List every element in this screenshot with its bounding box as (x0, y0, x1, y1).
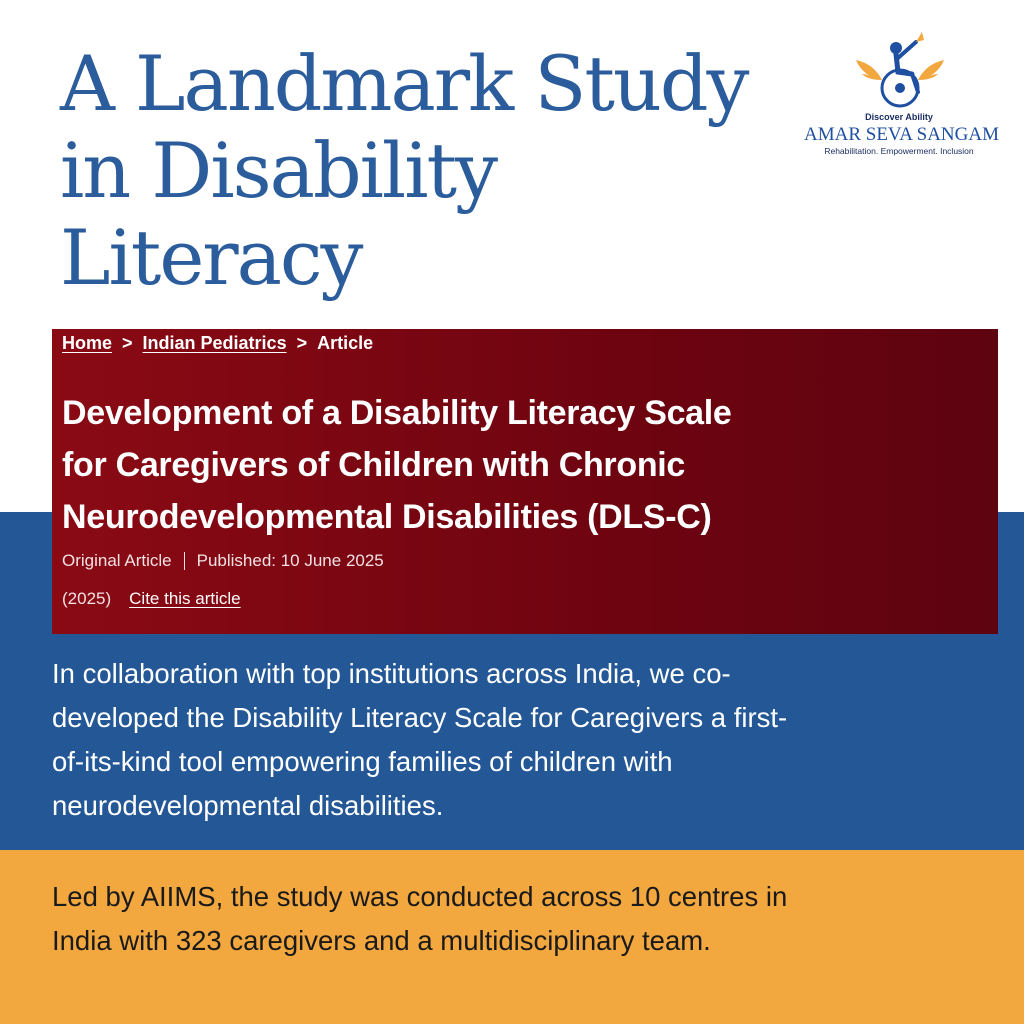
logo-name: AMAR SEVA SANGAM (804, 124, 999, 145)
breadcrumb-separator: > (296, 333, 308, 353)
article-title-line: Neurodevelopmental Disabilities (DLS-C) (62, 498, 712, 536)
published-date: Published: 10 June 2025 (196, 551, 384, 570)
study-paragraph (52, 875, 1002, 963)
cite-article-link[interactable]: Cite this article (129, 589, 241, 608)
headline-line: Literacy (60, 213, 362, 302)
article-year: (2025) (62, 589, 112, 608)
breadcrumb-journal-link[interactable]: Indian Pediatrics (142, 333, 287, 353)
article-type: Original Article (62, 551, 172, 570)
headline-line: A Landmark Study (60, 39, 748, 128)
paragraph-line: In collaboration with top institutions across India, we co- (52, 658, 731, 689)
breadcrumb (62, 333, 373, 354)
citation-row (62, 589, 241, 609)
article-title-line: Development of a Disability Literacy Scale (62, 394, 732, 432)
paragraph-line: Led by AIIMS, the study was conducted across 10 centres in (52, 881, 788, 912)
paragraph-line: developed the Disability Literacy Scale for Caregivers a first- (52, 702, 788, 733)
paragraph-line: of-its-kind tool empowering families of children with (52, 746, 673, 777)
wheelchair-athlete-icon (852, 30, 948, 114)
collaboration-paragraph (52, 652, 1002, 828)
article-title (62, 387, 982, 543)
article-meta (62, 551, 384, 571)
breadcrumb-current: Article (317, 333, 374, 353)
logo-subline: Rehabilitation. Empowerment. Inclusion (824, 146, 974, 156)
paragraph-line: India with 323 caregivers and a multidisciplinary team. (52, 925, 711, 956)
meta-divider (184, 552, 185, 570)
breadcrumb-home-link[interactable]: Home (62, 333, 113, 353)
article-title-line: for Caregivers of Children with Chronic (62, 446, 686, 484)
logo-tagline: Discover Ability (865, 112, 933, 122)
headline-line: in Disability (60, 126, 497, 215)
headline (60, 40, 780, 301)
paragraph-line: neurodevelopmental disabilities. (52, 790, 444, 821)
article-screenshot (52, 329, 998, 634)
breadcrumb-separator: > (122, 333, 133, 353)
amar-seva-sangam-logo (804, 30, 999, 160)
